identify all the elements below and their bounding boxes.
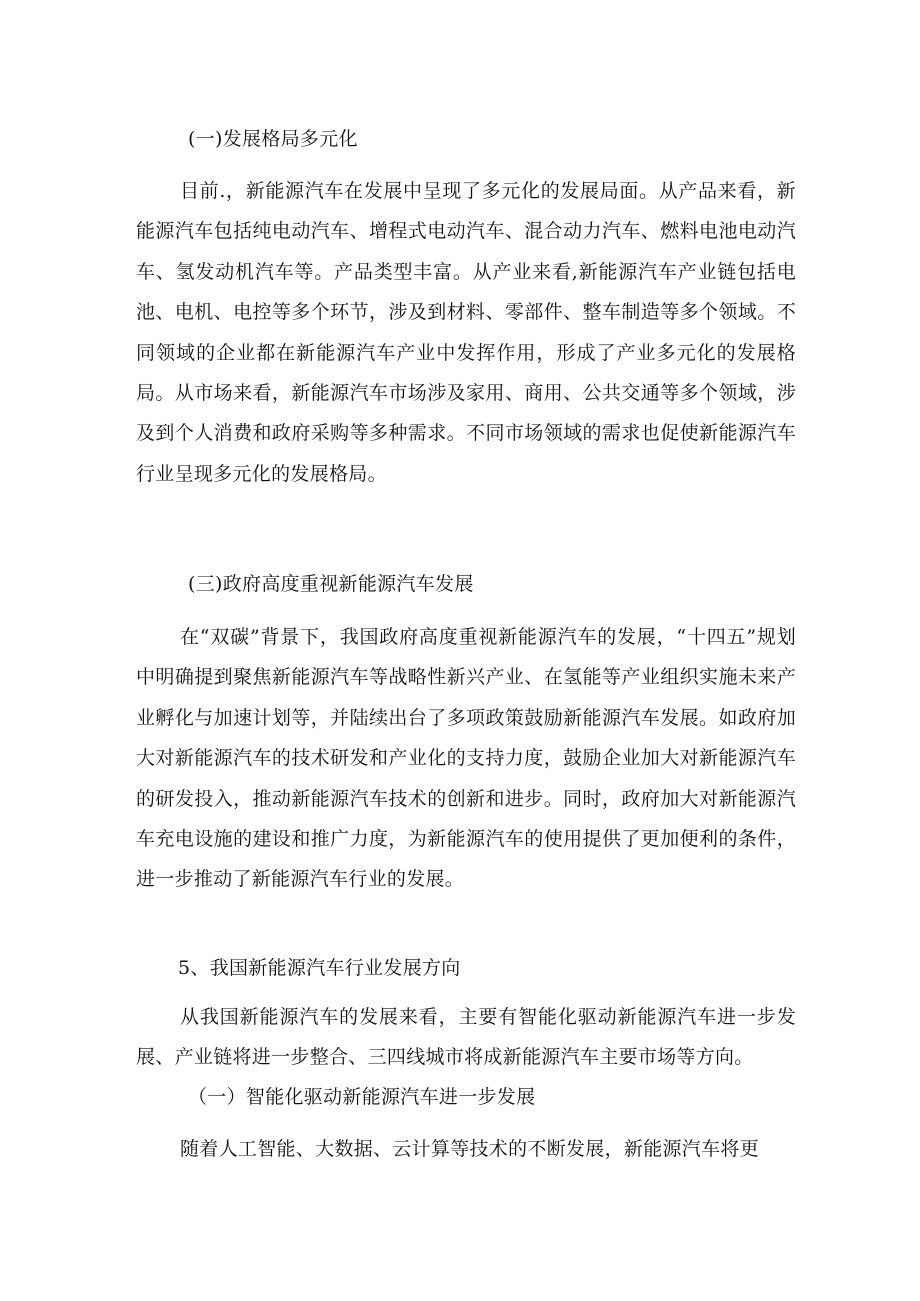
section-heading-intelligent-driving: （一）智能化驱动新能源汽车进一步发展 — [188, 1086, 536, 1108]
paragraph-government-support: 在“双碳”背景下，我国政府高度重视新能源汽车的发展，“十四五”规划中明确提到聚焦新能源汽车等战略性新兴产业、在氢能等产业组织实施未来产业孵化与加速计划等，并陆续出台了多项政策鼓励新能源汽车发展。如政府加大对新能源汽车的技术研发和产业化的支持力度，鼓励企业加大对新能源汽车的研发投入，推动新能源汽车技术的创新和进步。同时，政府加大对新能源汽车充电设施的建设和推广力度，为新能源汽车的使用提供了更加便利的条件，进一步推动了新能源汽车行业的发展。 — [136, 626, 796, 891]
paragraph-development-direction: 从我国新能源汽车的发展来看，主要有智能化驱动新能源汽车进一步发展、产业链将进一步整合、三四线城市将成新能源汽车主要市场等方向。 — [136, 1006, 796, 1069]
section-heading-development-direction: 5、我国新能源汽车行业发展方向 — [178, 957, 461, 979]
section-heading-government-support: (三)政府高度重视新能源汽车发展 — [188, 573, 474, 595]
section-heading-diversified-pattern: (一)发展格局多元化 — [188, 128, 358, 150]
paragraph-intelligent-driving: 随着人工智能、大数据、云计算等技术的不断发展，新能源汽车将更 — [180, 1138, 760, 1160]
paragraph-diversified-pattern: 目前.，新能源汽车在发展中呈现了多元化的发展局面。从产品来看，新能源汽车包括纯电动汽车、增程式电动汽车、混合动力汽车、燃料电池电动汽车、氢发动机汽车等。产品类型丰富。从产业来看,新能源汽车产业链包括电池、电机、电控等多个环节，涉及到材料、零部件、整车制造等多个领域。不同领域的企业都在新能源汽车产业中发挥作用，形成了产业多元化的发展格局。从市场来看，新能源汽车市场涉及家用、商用、公共交通等多个领域，涉及到个人消费和政府采购等多种需求。不同市场领域的需求也促使新能源汽车行业呈现多元化的发展格局。 — [136, 180, 796, 485]
